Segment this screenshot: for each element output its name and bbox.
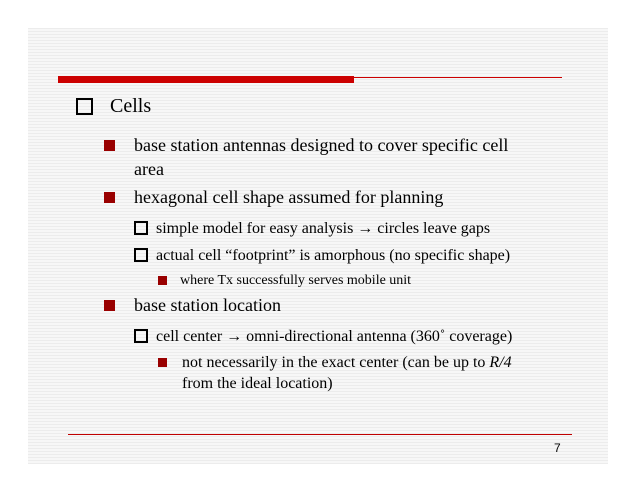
filled-square-bullet-icon: [104, 300, 115, 311]
bullet-text: base station antennas designed to cover specific cell: [134, 135, 509, 155]
bullet-text: where Tx successfully serves mobile unit: [180, 273, 412, 288]
filled-square-bullet-icon: [158, 358, 167, 367]
bullet-text: [182, 352, 512, 373]
bullet-text-continued: from the ideal location): [182, 375, 333, 392]
filled-square-bullet-icon: [104, 192, 115, 203]
bullet-text-italic: R/4: [489, 354, 512, 371]
page-number: 7: [554, 441, 561, 455]
bullet-text: simple model for easy analysis → circles leave gaps: [156, 220, 491, 237]
bullet-text-plain: not necessarily in the exact center (can be up to: [182, 354, 490, 371]
hollow-square-bullet-icon: [76, 98, 93, 115]
filled-square-bullet-icon: [158, 276, 167, 285]
title-accent-line: [354, 77, 562, 78]
hollow-square-bullet-icon: [134, 329, 148, 343]
bullet-text: base station location: [134, 295, 281, 315]
hollow-square-bullet-icon: [134, 221, 148, 235]
title-accent-bar: [58, 76, 354, 83]
hollow-square-bullet-icon: [134, 248, 148, 262]
footer-divider: [68, 434, 572, 435]
bullet-text: Cells: [110, 95, 152, 117]
bullet-text: hexagonal cell shape assumed for planning: [134, 187, 444, 207]
bullet-text: cell center → omni-directional antenna (360˚ coverage): [156, 328, 513, 345]
bullet-text-continued: area: [134, 159, 164, 179]
bullet-text: actual cell “footprint” is amorphous (no specific shape): [156, 247, 511, 264]
filled-square-bullet-icon: [104, 140, 115, 151]
